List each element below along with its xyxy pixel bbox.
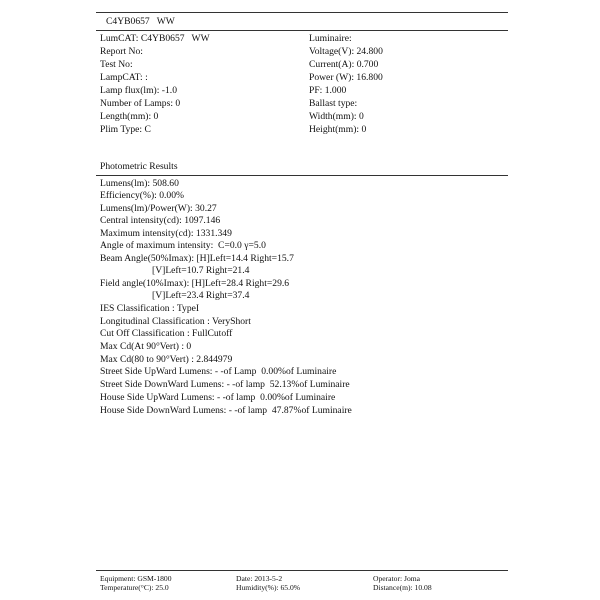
- result-central-intensity: Central intensity(cd): 1097.146: [100, 215, 221, 226]
- result-field-angle-h: Field angle(10%Imax): [H]Left=28.4 Right=29.6: [100, 278, 290, 289]
- result-efficiency: Efficiency(%): 0.00%: [100, 190, 185, 201]
- result-beam-angle-h: Beam Angle(50%Imax): [H]Left=14.4 Right=15.7: [100, 253, 294, 264]
- info-voltage: Voltage(V): 24.800: [309, 46, 383, 57]
- info-ballast-type: Ballast type:: [309, 98, 358, 109]
- result-house-side-downward: House Side DownWard Lumens: - -of lamp 47.87%of Luminaire: [100, 405, 352, 416]
- info-current: Current(A): 0.700: [309, 59, 379, 70]
- result-street-side-downward: Street Side DownWard Lumens: - -of lamp 52.13%of Luminaire: [100, 379, 350, 390]
- results-heading: Photometric Results: [100, 161, 178, 172]
- footer-temperature: Temperature(°C): 25.0: [100, 583, 169, 592]
- result-cutoff-classification: Cut Off Classification : FullCutoff: [100, 328, 233, 339]
- result-beam-angle-v: [V]Left=10.7 Right=21.4: [152, 265, 250, 276]
- header-title: C4YB0657 WW: [106, 16, 175, 27]
- info-plim-type: Plim Type: C: [100, 124, 151, 135]
- result-lumens-per-power: Lumens(lm)/Power(W): 30.27: [100, 203, 217, 214]
- footer-equipment: Equipment: GSM-1800: [100, 574, 172, 583]
- results-heading-rule: [96, 175, 508, 176]
- result-longitudinal-classification: Longitudinal Classification : VeryShort: [100, 316, 251, 327]
- info-height: Height(mm): 0: [309, 124, 367, 135]
- result-ies-classification: IES Classification : TypeI: [100, 303, 200, 314]
- info-lumcat: LumCAT: C4YB0657 WW: [100, 33, 210, 44]
- info-length: Length(mm): 0: [100, 111, 159, 122]
- result-field-angle-v: [V]Left=23.4 Right=37.4: [152, 290, 250, 301]
- info-number-of-lamps: Number of Lamps: 0: [100, 98, 181, 109]
- result-street-side-upward: Street Side UpWard Lumens: - -of Lamp 0.00%of Luminaire: [100, 366, 337, 377]
- info-lamp-flux: Lamp flux(lm): -1.0: [100, 85, 177, 96]
- footer-operator: Operator: Joma: [373, 574, 421, 583]
- info-report-no: Report No:: [100, 46, 143, 57]
- info-power: Power (W): 16.800: [309, 72, 383, 83]
- info-pf: PF: 1.000: [309, 85, 347, 96]
- result-angle-max-intensity: Angle of maximum intensity: C=0.0 γ=5.0: [100, 240, 266, 251]
- result-lumens: Lumens(lm): 508.60: [100, 178, 179, 189]
- header-bottom-rule: [96, 30, 508, 31]
- result-maximum-intensity: Maximum intensity(cd): 1331.349: [100, 228, 232, 239]
- result-house-side-upward: House Side UpWard Lumens: - -of lamp 0.00%of Luminaire: [100, 392, 336, 403]
- footer-distance: Distance(m): 10.08: [373, 583, 432, 592]
- info-lampcat: LampCAT: :: [100, 72, 148, 83]
- footer-rule: [96, 570, 508, 571]
- footer-date: Date: 2013-5-2: [236, 574, 283, 583]
- result-max-cd-90: Max Cd(At 90°Vert) : 0: [100, 341, 192, 352]
- header-top-rule: [96, 12, 508, 13]
- result-max-cd-80-90: Max Cd(80 to 90°Vert) : 2.844979: [100, 354, 233, 365]
- info-luminaire: Luminaire:: [309, 33, 352, 44]
- info-width: Width(mm): 0: [309, 111, 364, 122]
- info-test-no: Test No:: [100, 59, 133, 70]
- footer-humidity: Humidity(%): 65.0%: [236, 583, 301, 592]
